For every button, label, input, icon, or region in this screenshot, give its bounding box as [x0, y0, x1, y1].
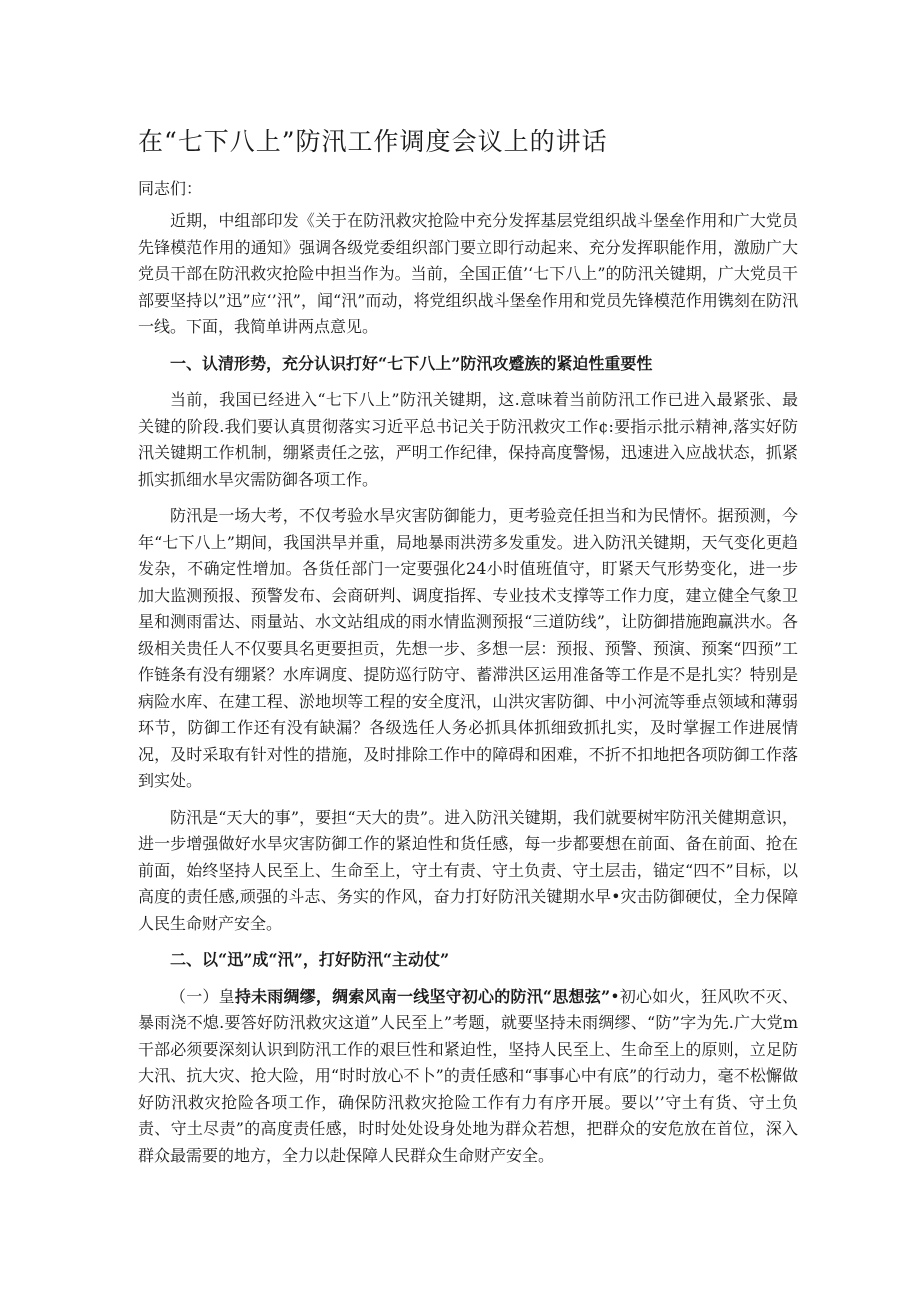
section-1-heading: 一、认清形势，充分认识打好“七下八上”防汛攻蹙族的紧迫性重要性: [170, 353, 653, 373]
salutation: 同志们：: [138, 179, 203, 198]
section-1-paragraph-1: 当前，我国已经进入“七下八上”防汛关键期，这.意味着当前防汛工作已进入最紧张、最关键的阶段.我们要认真贯彻落实习近平总书记关于防汛救灾工作¢:要指示批示精神,落实好防汛关键期工作机制，绷紧责任之弦，严明工作纪律，保持高度警惕，迅速进入应战状态，抓紧抓实抓细水旱灾需防御各项工作。: [138, 390, 798, 489]
intro-paragraph: 近期，中组部印发《关于在防汛救灾抢险中充分发挥基层党组织战斗堡垒作用和广大党员先锋模范作用的通知》强调各级党委组织部门要立即行动起来、充分发挥职能作用，激励广大党员干部在防汛救灾抢险中担当作为。当前，全国正值’‘七下八上”的防汛关键期，广大党员干部要坚持以”迅”应‘’汛”，闻“汛”而动，将党组织战斗堡垒作用和党员先锋模范作用镌刻在防汛一线。下面，我简单讲两点意见。: [138, 211, 798, 336]
document-page: [138, 122, 798, 1179]
subsection-1-body: •初心如火，狂风吹不灭、暴雨浇不熄.要答好防汛救灾这道”人民至上”考题，就要坚持未雨绸缪、“防”字为先.广大党m干部必须要深刻认识到防汛工作的艰巨性和紧迫性，坚持人民至上、生命至上的原则，立足防大汛、抗大灾、抢大险，用“时时放心不卜”的责任感和“事事心中有底”的行动力，毫不松懈做好防汛救灾抢险各项工作，确保防汛救灾抢险工作有力有序开展。要以’’守土有货、守土负责、守土尽责”的高度责任感，时时处处设身处地为群众若想，把群众的安危放在首位，深入群众最需要的地方，全力以赴保障人民群众生命财产安全。: [138, 986, 798, 1165]
subsection-1-prefix: （一）皇: [170, 986, 235, 1006]
subsection-1-lead: 持未雨绸缪，绸索风南一线坚守初心的防汛“思想弦”: [234, 986, 611, 1006]
section-2-subsection-1: [138, 984, 798, 1170]
document-title: 在“七下八上”防汛工作调度会议上的讲话: [138, 127, 608, 156]
section-1-paragraph-2: 防汛是一场大考，不仅考验水旱灾害防御能力，更考验竞任担当和为民情怀。据预测，今年“七下八上”期间，我国洪旱并重，局地暴雨洪涝多发重发。进入防汛关键期，天气变化更趋发杂，不确定性增加。各货任部门一定要强化24小时值班值守，盯紧天气形势变化，进一步加大监测预报、预警发布、会商研判、调度指挥、专业技术支撑等工作力度，建立健全气象卫星和测雨雷达、雨量站、水文站组成的雨水情监测预报“三道防线”，让防御措施跑赢洪水。各级相关贵任人不仅要具名更要担贡，先想一步、多想一层：预报、预警、预演、预案“四预”工作链条有没有绷紧？水库调度、提防巡行防守、蓄滞洪区运用准备等工作是不是扎实？特别是病险水库、在建工程、淤地坝等工程的安全度汛，山洪灾害防御、中小河流等垂点领域和薄弱环节，防御工作还有没有缺漏？各级选任人务必抓具体抓细致抓扎实，及时掌握工作进展情况，及时采取有针对性的措施，及时排除工作中的障碍和困难，不折不扣地把各项防御工作落到实处。: [138, 506, 798, 790]
section-1-paragraph-3: 防汛是“天大的事”，要担“天大的贵”。进入防汛关键期，我们就要树牢防汛关健期意识，进一步增强做好水旱灾害防御工作的紧迫性和货任感，每一步都要想在前面、备在前面、抢在前面，始终坚持人民至上、生命至上，守土有责、守土负责、守土层击，锚定“四不”目标，以高度的责任感,顽强的斗志、务实的作风，奋力打好防汛关键期水早•灾击防御硬仗，全力保障人民生命财产安全。: [138, 807, 798, 933]
section-2-heading: 二、以“迅”成“汛”，打好防汛“主动仗”: [170, 950, 450, 969]
